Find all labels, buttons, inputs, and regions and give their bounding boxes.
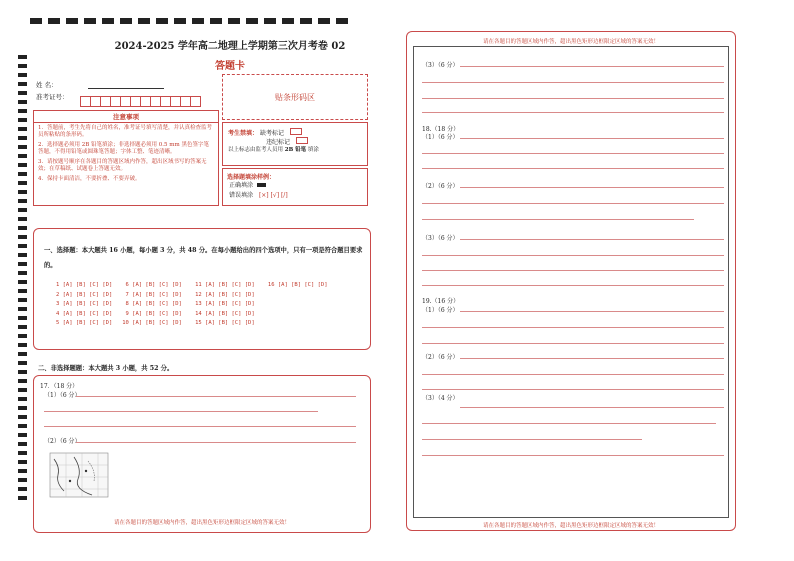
top-timing-marks [30,18,380,24]
q17-1-label: （1）（6 分） [44,392,81,399]
answer-line[interactable] [422,98,724,99]
answer-line[interactable] [460,138,724,139]
exam-status-label: 考生禁填： [228,130,259,137]
q18-3-label: （3）（6 分） [422,235,459,242]
answer-line[interactable] [422,439,642,440]
violation-checkbox[interactable] [296,137,308,144]
q18-1-label: （1）（6 分） [422,134,459,141]
note-item: 3．请按题号顺序在各题目的答题区域内作答，超出区域书写的答案无效；在草稿纸、试题卷上答题无效。 [38,158,207,173]
answer-line[interactable] [422,374,724,375]
answer-line[interactable] [460,239,724,240]
answer-line[interactable] [460,66,724,67]
exam-title: 2024-2025 学年高二地理上学期第三次月考卷 02 [114,41,346,52]
q19-1-label: （1）（6 分） [422,307,459,314]
footer-note-top: 请在各题目的答题区域内作答，超出黑色矩形边框限定区域的答案无效！ [482,39,659,45]
section1-box [33,228,371,350]
answer-line[interactable] [460,358,724,359]
exam-status-note [228,147,319,154]
exam-status-box [222,122,368,166]
q18-label: 18.（18 分） [422,126,460,133]
answer-line[interactable] [422,219,694,220]
q17-3-label: （3）（6 分） [422,62,459,69]
card-title: 答题卡 [215,61,245,72]
barcode-area [222,74,368,120]
answer-line[interactable] [422,168,724,169]
notes-box [33,110,219,206]
answer-line[interactable] [460,407,724,408]
note-post: 填涂 [307,147,319,153]
footer-note-bottom: 请在各题目的答题区域内作答，超出黑色矩形边框限定区域的答案无效！ [482,523,659,529]
answer-line[interactable] [422,112,724,113]
fill-sample-box [222,168,368,206]
map-figure [48,451,110,499]
answer-line[interactable] [76,396,356,397]
note-item: 2．选择题必须用 2B 铅笔填涂；非选择题必须用 0.5 mm 黑色签字笔答题，不得用铅笔或圆珠笔答题；字体工整、笔迹清晰。 [38,141,209,156]
footer-note: 请在各题目的答题区域内作答，超出黑色矩形边框限定区域的答案无效！ [113,520,290,526]
fill-sample-title: 选择题填涂样例： [227,174,276,181]
mc-grid[interactable] [56,281,328,329]
section1-heading: 一、选择题：本大题共 16 小题，每小题 3 分，共 48 分。在每小题给出的四个选项中，只有一项是符合题目要求的。 [44,247,363,270]
note-bold: 2B 铅笔 [284,147,307,153]
note-item: 4．保持卡面清洁，不要折叠、不要弄破。 [38,175,141,182]
q19-2-label: （2）（6 分） [422,354,459,361]
answer-line[interactable] [422,343,724,344]
notes-title: 注意事项 [34,111,218,123]
mc-row[interactable]: 1 [A] [B] [C] [D] 6 [A] [B] [C] [D] 11 [A] [B] [C] [D] 16 [A] [B] [C] [D] [56,282,328,288]
mc-row[interactable]: 3 [A] [B] [C] [D] 8 [A] [B] [C] [D] 13 [A] [B] [C] [D] [56,301,255,307]
right-answer-panel [406,31,736,531]
answer-line[interactable] [422,203,724,204]
answer-line[interactable] [422,153,724,154]
absent-label: 缺考标记 [259,130,284,137]
q17-box [33,375,371,533]
q18-2-label: （2）（6 分） [422,183,459,190]
mc-row[interactable]: 4 [A] [B] [C] [D] 9 [A] [B] [C] [D] 14 [A] [B] [C] [D] [56,310,255,317]
answer-line[interactable] [44,411,318,412]
violation-label: 违纪标记 [266,139,291,146]
q17-label: 17．（18 分） [40,383,79,390]
q19-3-label: （3）（4 分） [422,395,459,402]
q19-label: 19.（16 分） [422,298,460,305]
answer-line[interactable] [422,455,724,456]
answer-line[interactable] [422,327,724,328]
exam-no-label: 准考证号： [36,93,69,101]
answer-line[interactable] [76,442,356,443]
section2-heading: 二、非选择题题：本大题共 3 小题，共 52 分。 [38,365,174,372]
answer-line[interactable] [422,285,724,286]
wrong-marks: [×] [√] [/] [258,192,288,199]
answer-line[interactable] [422,389,724,390]
answer-line[interactable] [460,187,724,188]
answer-line[interactable] [422,82,724,83]
exam-no-grid[interactable] [80,92,200,103]
correct-fill-mark [257,183,266,187]
note-item: 1．答题前，考生先将自己的姓名，准考证号填写清楚，并认真检查监考员所粘贴的条形码。 [38,125,213,139]
correct-label: 正确填涂 [229,182,254,189]
mc-row[interactable]: 5 [A] [B] [C] [D] 10 [A] [B] [C] [D] 15 [A] [B] [C] [D] [56,320,255,326]
answer-line[interactable] [422,270,724,271]
answer-line[interactable] [422,423,716,424]
note-pre: 以上标志由监考人员用 [228,147,284,153]
mc-row[interactable]: 2 [A] [B] [C] [D] 7 [A] [B] [C] [D] 12 [A] [B] [C] [D] [56,291,255,298]
barcode-area-label: 贴条形码区 [275,92,315,102]
answer-line[interactable] [422,255,724,256]
name-label: 姓 名： [36,81,58,89]
q17-2-label: （2）（6 分） [44,438,81,445]
answer-line[interactable] [44,426,356,427]
left-timing-marks [18,55,27,535]
absent-checkbox[interactable] [290,128,302,135]
answer-line[interactable] [460,311,724,312]
name-field[interactable] [88,88,164,89]
notes-list [34,123,218,185]
wrong-label: 错误填涂 [229,192,254,199]
inner-answer-frame [413,46,729,518]
